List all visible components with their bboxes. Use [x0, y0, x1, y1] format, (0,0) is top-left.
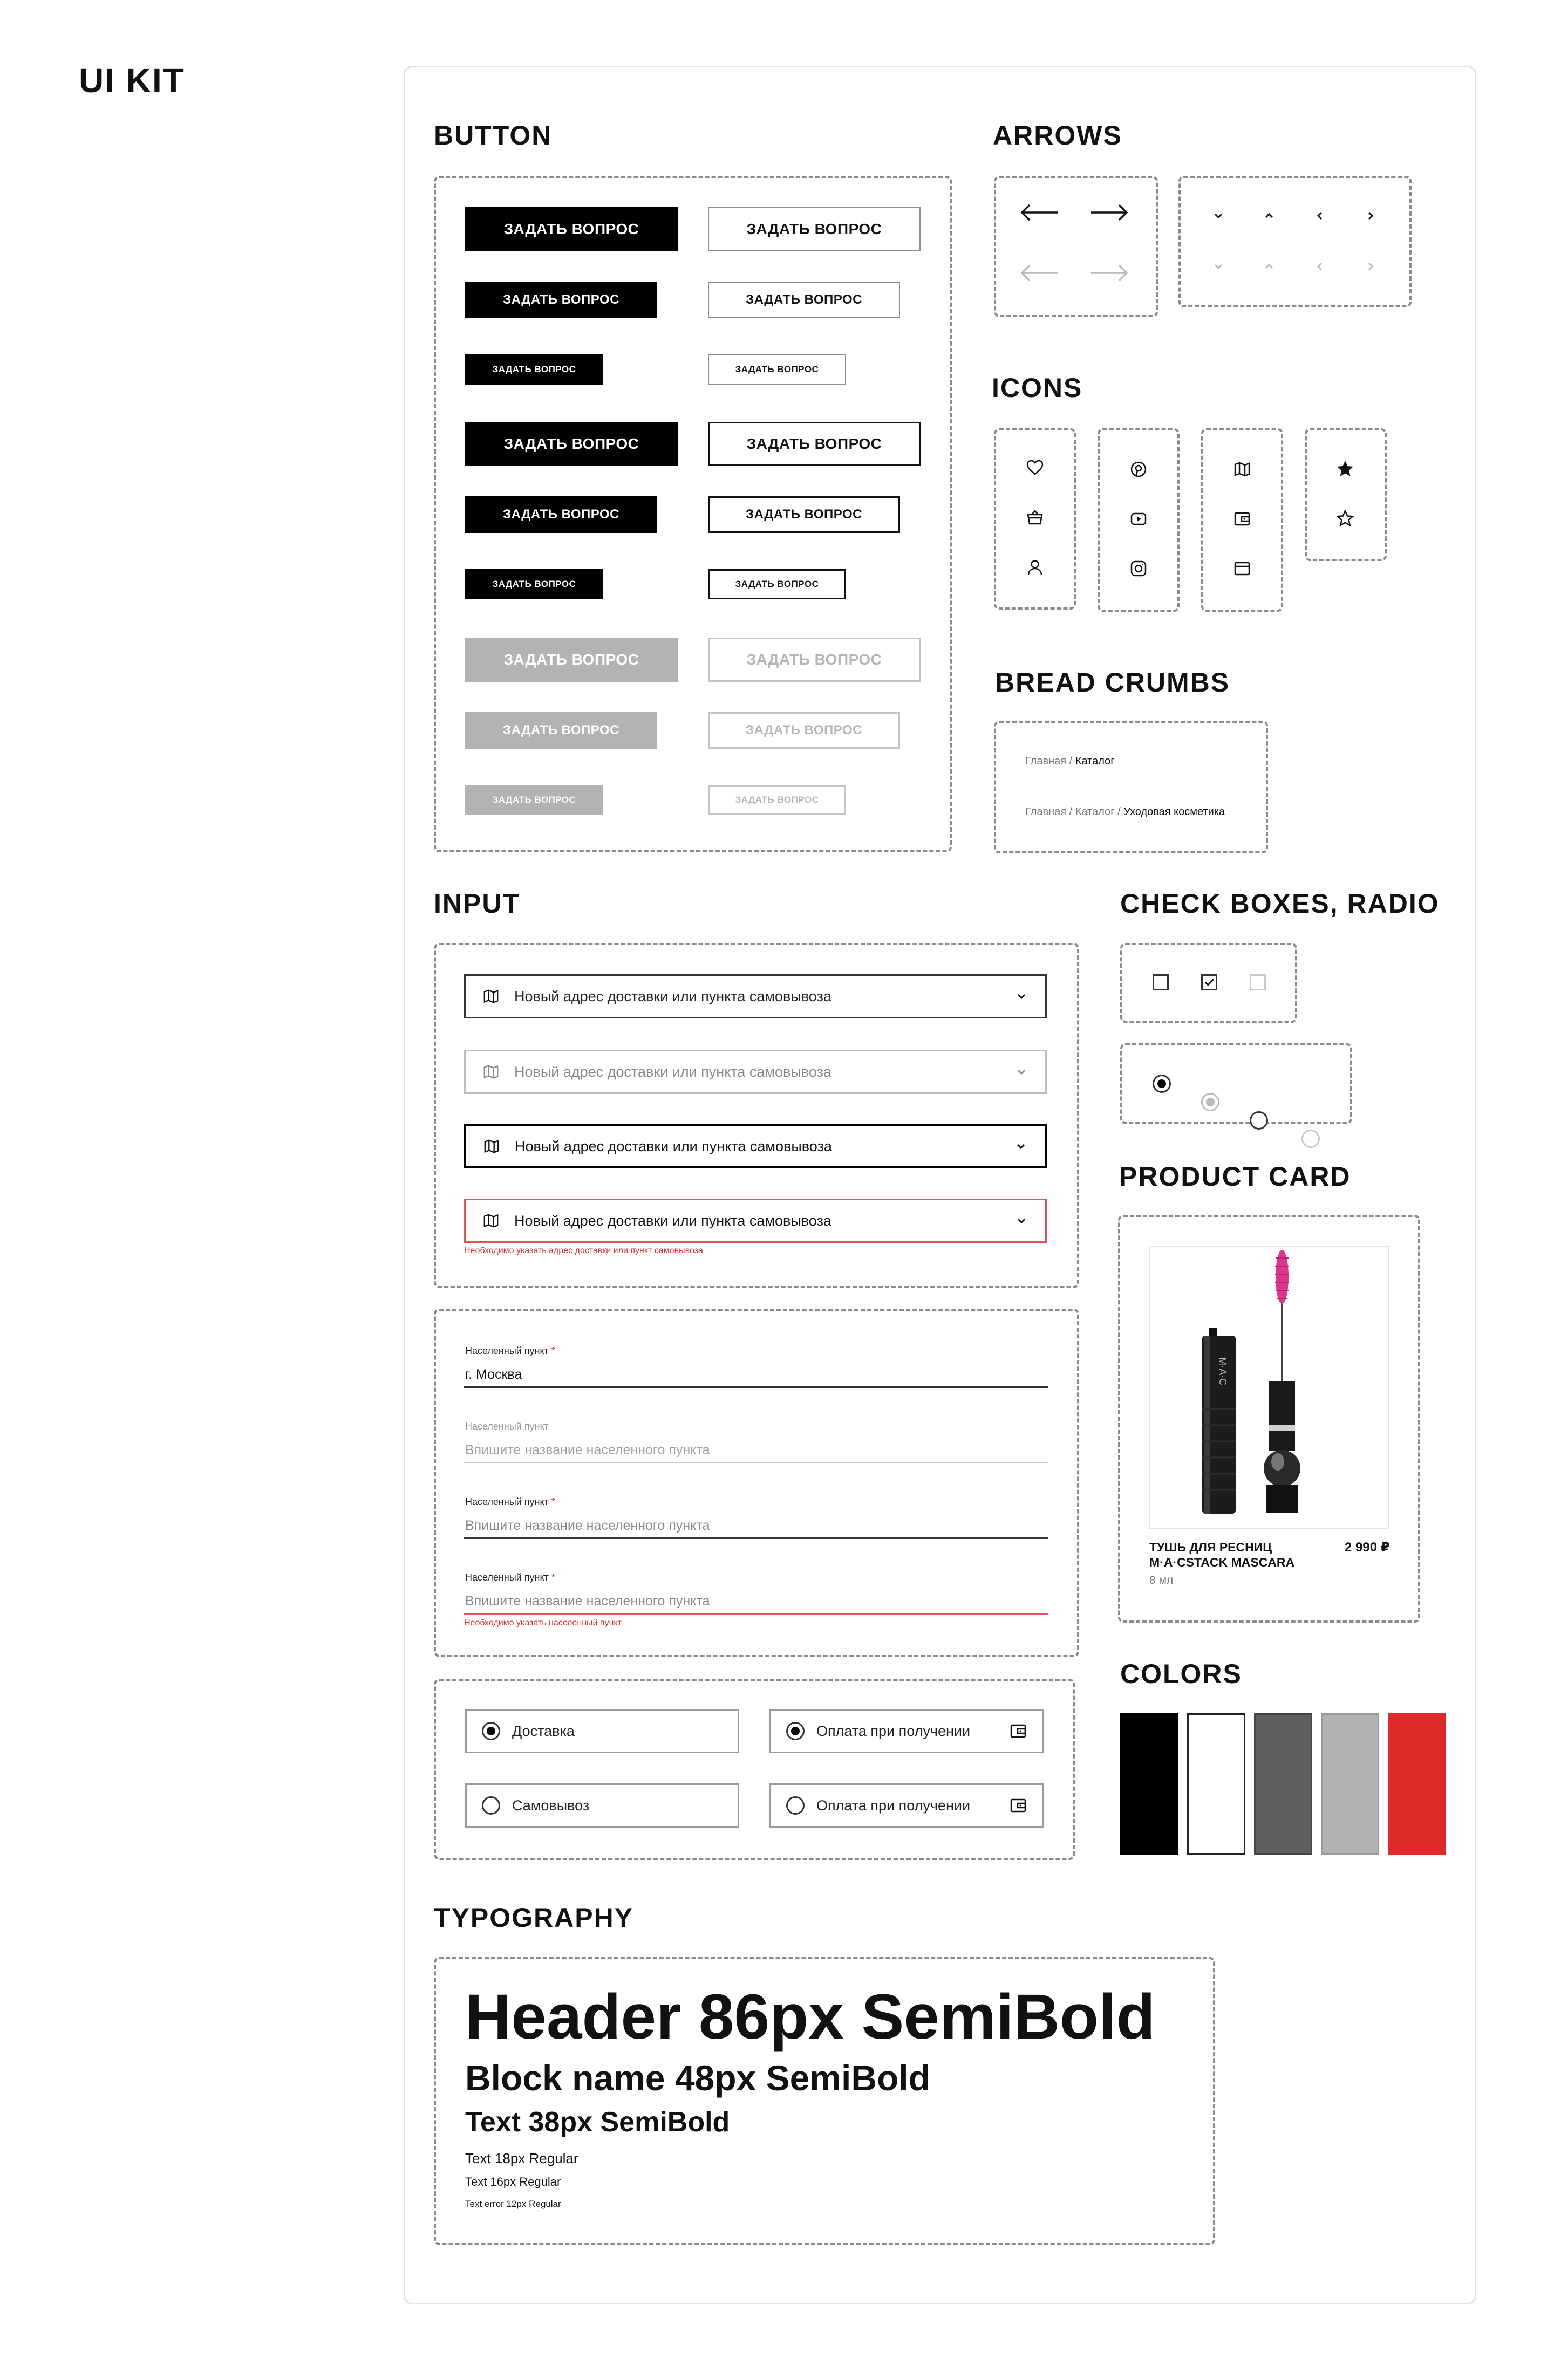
field-underline	[464, 1537, 1048, 1539]
secondary-button-medium[interactable]: ЗАДАТЬ ВОПРОС	[708, 282, 900, 318]
primary-button-large-hover[interactable]: ЗАДАТЬ ВОПРОС	[465, 422, 678, 466]
map-icon[interactable]	[1233, 461, 1251, 478]
payment-option[interactable]	[769, 1783, 1044, 1828]
product-price: 2 990 ₽	[1345, 1540, 1390, 1555]
breadcrumb-current: Каталог	[1075, 755, 1115, 767]
radio-selected[interactable]	[1153, 1075, 1171, 1093]
product-volume: 8 мл	[1149, 1574, 1174, 1586]
wallet-icon[interactable]	[1233, 510, 1251, 528]
address-select-active[interactable]	[464, 1124, 1047, 1168]
option-label: Самовывоз	[512, 1797, 590, 1814]
address-select-disabled	[464, 1050, 1047, 1094]
color-swatch-black	[1120, 1713, 1178, 1855]
select-text: Новый адрес доставки или пункта самовывоза	[514, 1063, 831, 1080]
primary-button-medium[interactable]: ЗАДАТЬ ВОПРОС	[465, 282, 657, 318]
primary-button-large[interactable]: ЗАДАТЬ ВОПРОС	[465, 207, 678, 251]
primary-button-small[interactable]: ЗАДАТЬ ВОПРОС	[465, 354, 603, 385]
colors-section-title: COLORS	[1120, 1659, 1242, 1689]
typography-section-title: TYPOGRAPHY	[434, 1903, 634, 1933]
option-label: Доставка	[512, 1722, 575, 1739]
city-input[interactable]: г. Москва	[465, 1367, 522, 1382]
checkbox-disabled	[1250, 974, 1266, 990]
pinterest-icon[interactable]	[1130, 461, 1147, 478]
typography-text12-sample: Text error 12px Regular	[465, 2199, 561, 2209]
user-icon[interactable]	[1026, 559, 1044, 576]
secondary-button-large-disabled: ЗАДАТЬ ВОПРОС	[708, 638, 921, 682]
chevron-right-disabled-icon	[1364, 260, 1377, 273]
address-select[interactable]	[464, 974, 1047, 1018]
radio-unselected[interactable]	[1250, 1111, 1268, 1130]
arrows-large-group	[994, 176, 1158, 317]
select-text: Новый адрес доставки или пункта самовывоза	[514, 1212, 831, 1229]
page-title: UI KIT	[79, 61, 185, 100]
radio-unselected-disabled	[1301, 1130, 1320, 1148]
breadcrumb-2	[1025, 806, 1225, 818]
wallet-icon	[1010, 1797, 1027, 1814]
city-input-disabled: Впишите название населенного пункта	[465, 1442, 710, 1458]
color-swatch-dark-grey	[1254, 1713, 1312, 1855]
primary-button-small-disabled: ЗАДАТЬ ВОПРОС	[465, 785, 603, 815]
instagram-icon[interactable]	[1130, 560, 1147, 577]
chevron-down-icon	[1015, 990, 1028, 1003]
arrow-left-icon[interactable]	[1020, 203, 1059, 222]
select-text: Новый адрес доставки или пункта самовывоза	[514, 988, 831, 1004]
icons-section-title: ICONS	[992, 373, 1083, 403]
radio-unselected	[786, 1796, 805, 1815]
breadcrumb-home-link[interactable]: Главная	[1025, 806, 1067, 818]
basket-icon[interactable]	[1026, 509, 1044, 525]
checkbox-checked[interactable]	[1201, 974, 1217, 990]
arrow-left-disabled-icon	[1020, 263, 1059, 283]
option-label: Оплата при получении	[816, 1797, 971, 1814]
icons-group-4	[1305, 428, 1387, 561]
field-label-disabled: Населенный пункт	[465, 1421, 549, 1432]
checkboxes-section-title: CHECK BOXES, RADIO	[1120, 888, 1440, 919]
breadcrumb-catalog-link[interactable]: Каталог	[1075, 806, 1115, 818]
field-error-message: Необходимо указать населенный пункт	[464, 1618, 622, 1627]
secondary-button-large-hover[interactable]: ЗАДАТЬ ВОПРОС	[708, 422, 921, 466]
arrows-small-group	[1178, 176, 1412, 307]
wallet-icon	[1010, 1722, 1027, 1740]
breadcrumb-current: Уходовая косметика	[1123, 806, 1225, 818]
city-input-error[interactable]: Впишите название населенного пункта	[465, 1593, 710, 1609]
secondary-button-large[interactable]: ЗАДАТЬ ВОПРОС	[708, 207, 921, 251]
secondary-button-small[interactable]: ЗАДАТЬ ВОПРОС	[708, 354, 846, 385]
product-name[interactable]: ТУШЬ ДЛЯ РЕСНИЦ M·A·CSTACK MASCARA	[1149, 1540, 1295, 1569]
select-text: Новый адрес доставки или пункта самовывоза	[515, 1138, 832, 1154]
select-error-message: Необходимо указать адрес доставки или пункт самовывоза	[464, 1246, 703, 1255]
primary-button-medium-hover[interactable]: ЗАДАТЬ ВОПРОС	[465, 496, 657, 533]
option-label: Оплата при получении	[816, 1722, 971, 1739]
primary-button-large-disabled: ЗАДАТЬ ВОПРОС	[465, 638, 678, 682]
breadcrumbs-group	[994, 721, 1268, 853]
chevron-down-icon	[1014, 1140, 1027, 1153]
radio-selected-disabled	[1201, 1093, 1219, 1111]
product-card-section-title: PRODUCT CARD	[1119, 1161, 1351, 1192]
checkmark-icon	[1203, 976, 1216, 989]
chevron-left-disabled-icon	[1313, 260, 1326, 273]
color-swatch-white	[1187, 1713, 1245, 1855]
map-icon	[483, 1213, 499, 1229]
button-section-title: BUTTON	[434, 120, 553, 151]
chevron-down-icon	[1015, 1214, 1028, 1227]
breadcrumb-1	[1025, 755, 1115, 768]
map-icon	[483, 1138, 500, 1154]
typography-header-sample: Header 86px SemiBold	[465, 1981, 1155, 2053]
secondary-button-small-disabled: ЗАДАТЬ ВОПРОС	[708, 785, 846, 815]
product-image[interactable]	[1149, 1246, 1389, 1529]
mascara-image	[1150, 1247, 1388, 1528]
star-outline-icon[interactable]	[1336, 509, 1354, 528]
chevron-up-icon[interactable]	[1263, 209, 1276, 222]
chevron-right-icon[interactable]	[1364, 209, 1377, 222]
star-filled-icon[interactable]	[1336, 460, 1354, 478]
color-swatch-red	[1388, 1713, 1446, 1855]
heart-icon[interactable]	[1026, 460, 1044, 476]
mascara-brand-mark: M·A·C	[1217, 1357, 1228, 1385]
typography-text16-sample: Text 16px Regular	[465, 2175, 561, 2188]
field-label: Населенный пункт *	[465, 1496, 555, 1507]
secondary-button-medium-disabled: ЗАДАТЬ ВОПРОС	[708, 712, 900, 749]
typography-text38-sample: Text 38px SemiBold	[465, 2107, 730, 2138]
city-input-empty[interactable]: Впишите название населенного пункта	[465, 1518, 710, 1533]
field-underline-error	[464, 1613, 1048, 1615]
map-icon	[483, 1064, 499, 1080]
map-icon	[483, 988, 499, 1004]
input-section-title: INPUT	[434, 888, 520, 919]
address-select-error[interactable]	[464, 1199, 1047, 1243]
secondary-button-medium-hover[interactable]: ЗАДАТЬ ВОПРОС	[708, 496, 900, 533]
breadcrumb-separator: /	[1066, 806, 1075, 818]
option-group	[434, 1679, 1075, 1860]
card-icon[interactable]	[1233, 560, 1251, 577]
delivery-option[interactable]	[465, 1709, 739, 1753]
color-swatch-light-grey	[1321, 1713, 1379, 1855]
chevron-down-disabled-icon	[1212, 260, 1225, 273]
radio-selected	[482, 1722, 500, 1740]
pickup-option[interactable]	[465, 1783, 739, 1828]
radio-selected	[786, 1722, 805, 1740]
primary-button-small-hover[interactable]: ЗАДАТЬ ВОПРОС	[465, 569, 603, 599]
breadcrumb-separator: /	[1114, 806, 1124, 818]
arrows-section-title: ARROWS	[993, 120, 1122, 151]
arrow-right-icon[interactable]	[1090, 203, 1129, 222]
field-underline	[464, 1386, 1048, 1388]
field-label: Населенный пункт *	[465, 1572, 555, 1583]
breadcrumb-separator: /	[1066, 755, 1075, 767]
radio-unselected	[482, 1796, 500, 1815]
checkbox-unchecked[interactable]	[1153, 974, 1169, 990]
breadcrumb-home-link[interactable]: Главная	[1025, 755, 1067, 767]
typography-block-sample: Block name 48px SemiBold	[465, 2058, 930, 2098]
chevron-down-icon	[1015, 1065, 1028, 1078]
arrow-right-disabled-icon	[1090, 263, 1129, 283]
chevron-left-icon[interactable]	[1313, 209, 1326, 222]
typography-text18-sample: Text 18px Regular	[465, 2150, 578, 2166]
payment-option-selected[interactable]	[769, 1709, 1044, 1753]
chevron-down-icon[interactable]	[1212, 209, 1225, 222]
primary-button-medium-disabled: ЗАДАТЬ ВОПРОС	[465, 712, 657, 749]
breadcrumbs-section-title: BREAD CRUMBS	[995, 667, 1230, 697]
secondary-button-small-hover[interactable]: ЗАДАТЬ ВОПРОС	[708, 569, 846, 599]
field-underline	[464, 1462, 1048, 1463]
chevron-up-disabled-icon	[1263, 260, 1276, 273]
field-label: Населенный пункт *	[465, 1345, 555, 1356]
youtube-icon[interactable]	[1130, 510, 1147, 528]
